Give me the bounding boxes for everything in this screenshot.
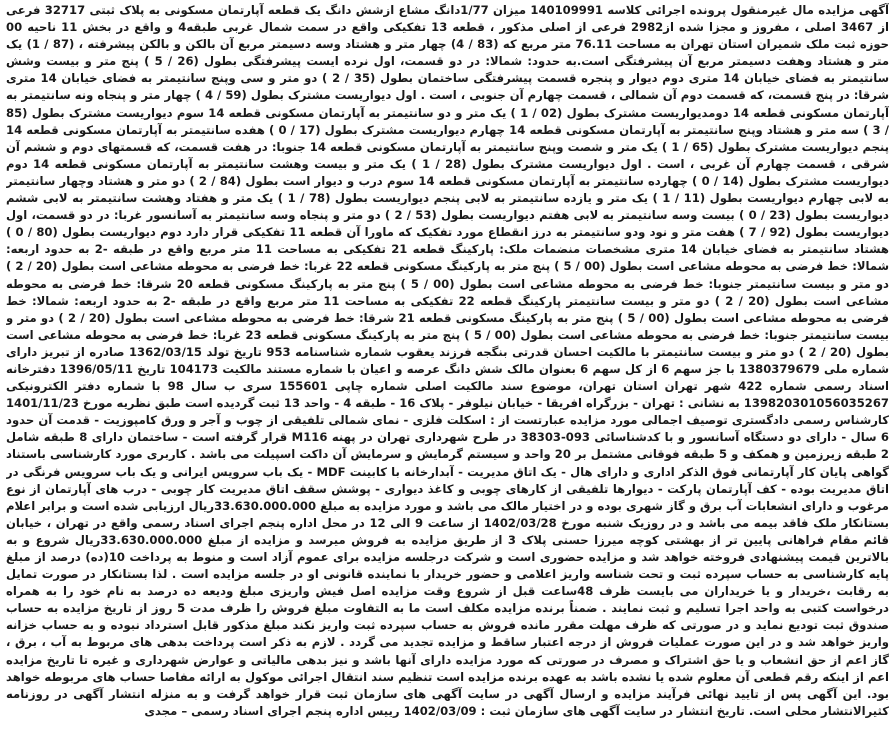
auction-notice-text: آگهی مزایده مال غیرمنقول پرونده اجرائی کلاسه 140109991 میزان 1/77دانگ مشاع ازشش دانگ یک قطعه آپارتمان مسکونی به پلاک ثبتی 32717 فرعی از 3467 اصلی ، مفروز و مجزا شده از2982 فرعی از اصلی مذکور ، قطعه 13 تفکیکی واقع در سمت شمال غربی طبقه4 و واقع در بخش 11 ناحیه 00 حوزه ثبت ملک شمیران استان تهران به مساحت 76.11 متر مربع که (83 / 4) چهار متر و هشتاد وسه دسیمتر مربع آن بالکن و بالکن پیشرفته ، (87 / 1) یک متر و هشتاد وهفت دسیمتر مربع آن پیشرفتگی است.به حدود: شمالا: در دو قسمت، اول نرده ایست پیشرفتگی بطول (26 / 5 ) پنج متر و بیست وشش سانتیمتر به فضای خیابان 14 متری دوم دیوار و پنجره قسمت پیشرفتگی ساختمان بطول (35 / 2 ) دو متر و سی وپنج سانتیمتر به فضای خیابان 14 متری شرقا: در پنج قسمت، که قسمت دوم آن شمالی ، قسمت چهارم آن جنوبی ، است . اول دیواریست مشترک بطول (59 / 4 ) چهار متر و پنجاه ونه سانتیمتر به آپارتمان مسکونی قطعه 14 دومدیواریست مشترک بطول (02 / 1 ) یک متر و دو سانتیمتر به آپارتمان مسکونی قطعه 14 سوم دیواریست مشترک بطول (85 / 3 ) سه متر و هشتاد وپنج سانتیمتر به آپارتمان مسکونی قطعه 14 چهارم دیواریست مشترک بطول (17 / 0 ) هفده سانتیمتر به آپارتمان مسکونی قطعه 14 پنجم دیواریست مشترک بطول (65 / 1 ) یک متر و شصت وپنج سانتیمتر به آپارتمان مسکونی قطعه 14 جنوبا: در هفت قسمت، که قسمتهای دوم و ششم آن شرقی ، قسمت چهارم آن غربی ، است . اول دیواریست مشترک بطول (28 / 1 ) یک متر و بیست وهشت سانتیمتر به آپارتمان مسکونی قطعه 14 دوم دیواریست مشترک بطول (14 / 0 ) چهارده سانتیمتر به آپارتمان مسکونی قطعه 14 سوم درب و دیوار است بطول (84 / 2 ) دو متر و هشتاد وچهار سانتیمتر به لابی چهارم دیواریست بطول (11 / 1 ) یک متر و یازده سانتیمتر به لابی پنجم دیواریست بطول (78 / 1 ) یک متر و هفتاد وهشت سانتیمتر به لابی ششم دیواریست بطول (23 / 0 ) بیست وسه سانتیمتر به لابی هفتم دیواریست بطول (53 / 2 ) دو متر و پنجاه وسه سانتیمتر به آسانسور غربا: در دو قسمت، اول دیواریست بطول (92 / 7 ) هفت متر و نود ودو سانتیمتر به درز انقطاع مورد تفکیک که ماورا آن قطعه 11 تفکیکی قرار دارد دوم دیواریست بطول (80 / 0 ) هشتاد سانتیمتر به فضای خیابان 14 متری مشخصات منضمات ملک: پارکینگ قطعه 21 تفکیکی به مساحت 11 متر مربع واقع در طبقه -2 به حدود اربعه: شمالا: خط فرضی به محوطه مشاعی است بطول (00 / 5 ) پنج متر به پارکینگ مسکونی قطعه 22 غربا: خط فرضی به محوطه مشاعی است بطول (20 / 2 ) دو متر و بیست سانتیمتر جنوبا: خط فرضی به محوطه مشاعی است بطول (00 / 5 ) پنج متر به پارکینگ مسکونی قطعه 20 شرقا: خط فرضی به محوطه مشاعی است بطول (20 / 2 ) دو متر و بیست سانتیمتر پارکینگ قطعه 22 تفکیکی به مساحت 11 متر مربع واقع در طبقه -2 به حدود اربعه: شمالا: خط فرضی به محوطه مشاعی است بطول (00 / 5 ) پنج متر به پارکینگ مسکونی قطعه 21 شرقا: خط فرضی به محوطه مشاعی است بطول (20 / 2 ) دو متر و بیست سانتیمتر جنوبا: خط فرضی به محوطه مشاعی است بطول (00 / 5 ) پنج متر به پارکینگ مسکونی قطعه 23 غربا: خط فرضی به محوطه مشاعی است بطول (20 / 2 ) دو متر و بیست سانتیمتر با مالکیت احسان قدرتی بنگجه فرزند یعقوب شماره شناسنامه 953 تاریخ تولد 1362/03/15 صادره از تبریز دارای شماره ملی 1380379679 با جز سهم 6 از کل سهم 6 بعنوان مالک شش دانگ عرصه و اعیان با شماره مستند مالکیت 104173 تاریخ 1396/05/11 دفترخانه اسناد رسمی شماره 422 شهر تهران استان تهران، موضوع سند مالکیت اصلی شماره چاپی 155601 سری ب سال 98 با شماره دفتر الکترونیکی 139820301056035267 به نشانی : تهران - بزرگراه افریقا - خیابان نیلوفر - پلاک 16 - طبقه 4 - واحد 13 ثبت گردیده است طبق نظریه مورخ 1401/11/23 کارشناس رسمی دادگستری توصیف اجمالی مورد مزایده عبارتست از : اسکلت فلزی - نمای شمالی تلفیقی از چوب و آجر و ورق کامپوزیت - قدمت آن حدود 6 سال - دارای دو دستگاه آسانسور و با کدشناسائی 093-38303 در طرح شهرداری تهران در پهنه M116 قرار گرفته است - ساختمان دارای 8 طبقه شامل 2 طبقه زیرزمین و همکف و 5 طبقه فوقانی مشتمل بر 20 واحد و سیستم گرمایش و سرمایش آن داکت اسپیلت می باشد . کاربری مورد کارشناسی باستناد گواهی پایان کار آپارتمانی فوق الذکر اداری و دارای هال - یک اتاق مدیریت - آبدارخانه با کابینت MDF - یک باب سرویس ایرانی و یک باب سرویس فرنگی در اتاق مدیریت بوده - کف آپارتمان پارکت - دیوارها تلفیقی از کارهای چوبی و کاغذ دیواری - پوشش سقف اتاق مدیریت کار چوبی - درب های آپارتمان از نوع مرغوب و دارای انشعابات آب برق و گاز شهری بوده و در اختیار مالک می باشد و مورد مزایده به مبلغ 33.630.000.000ریال ارزیابی شده است و برابر اعلام بستانکار ملک فاقد بیمه می باشد و در روزیک شنبه مورخ 1402/03/28 از ساعت 9 الی 12 در محل اداره پنجم اجرای اسناد رسمی واقع در تهران ، خیابان قائم مقام فراهانی پایین تر از بهشتی کوچه میرزا حسنی پلاک 3 از طریق مزایده به فروش میرسد و مزایده از مبلغ 33.630.000.000ریال شروع و به بالاترین قیمت پیشنهادی فروخته خواهد شد و مزایده حضوری است و شرکت درجلسه مزایده برای عموم آزاد است و منوط به پرداخت 10(ده) درصد از مبلغ پایه کارشناسی به حساب سپرده ثبت و تحت شناسه واریز اعلامی و حضور خریدار با نماینده قانونی او در جلسه مزایده است . لذا بستانکار در صورت تمایل به رقابت ،خریدار و یا خریداران می بایست ظرف 48ساعت قبل از شروع وقت مزایده اصل فیش واریزی مبلغ ودیعه ده درصد به نام خود را به همراه درخواست کتبی به واحد اجرا تسلیم و ثبت نمایند . ضمناً برنده مزایده مکلف است ما به التفاوت مبلغ فروش را ظرف مدت 5 روز از تاریخ مزایده به حساب صندوق ثبت تودیع نماید و در صورتی که ظرف مهلت مقرر مانده فروش به حساب سپرده ثبت واریز نکند مبلغ مذکور قابل استرداد نبوده و به حساب خزانه واریز خواهد شد و در این صورت عملیات فروش از درجه اعتبار ساقط و مزایده تجدید می گردد . لازم به ذکر است پرداخت بدهی های مربوط به آب ، برق ، گاز اعم از حق انشعاب و یا حق اشتراک و مصرف در صورتی که مورد مزایده دارای آنها باشد و نیز بدهی مالیاتی و عوارض شهرداری و غیره تا تاریخ مزایده اعم از اینکه رقم قطعی آن معلوم شده یا نشده باشد به عهده برنده مزایده است تنظیم سند انتقال اجرائی موکول به ارائه مفاصا حساب های مربوطه خواهد بود. این آگهی پس از تایید نهائی فرآیند مزایده و ارسال آگهی در سایت آگهی های سازمان ثبت قرار خواهد گرفت و به منزله انتشار آگهی در روزنامه کثیرالانتشار محلی است. تاریخ انتشار در سایت آگهی های سازمان ثبت : 1402/03/09 رییس اداره پنجم اجرای اسناد رسمی – مجدی	[6, 3, 889, 718]
